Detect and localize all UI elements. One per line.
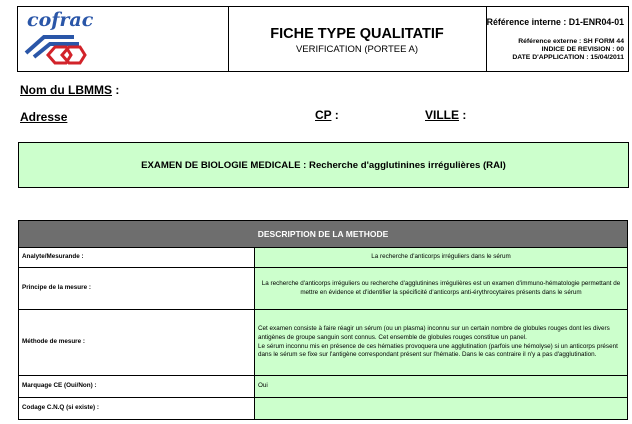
ville-label: VILLE xyxy=(425,108,460,122)
table-header-row xyxy=(19,221,628,248)
cp-line xyxy=(315,108,339,122)
logo-cell xyxy=(18,7,229,71)
reference-cell xyxy=(486,7,628,71)
document-subtitle: VERIFICATION (PORTEE A) xyxy=(295,44,419,55)
table-row xyxy=(19,376,628,398)
method-paragraph: Cet examen consiste à faire réagir un sérum (ou un plasma) inconnu sur un certain nombre de globules rouges dont les divers antigènes de groupe sanguin sont connus. Cet ensemble de globules rouges constitue un panel. xyxy=(258,325,610,341)
row-label: Analyte/Mesurande : xyxy=(19,248,255,268)
exam-box xyxy=(18,142,629,188)
cp-label: CP xyxy=(315,108,332,122)
exam-title: EXAMEN DE BIOLOGIE MEDICALE : Recherche d'agglutinines irrégulières (RAI) xyxy=(141,159,506,171)
row-value: La recherche d'anticorps irréguliers dans le sérum xyxy=(255,248,628,268)
row-label: Méthode de mesure : xyxy=(19,310,255,376)
adresse-line xyxy=(20,108,67,126)
adresse-label: Adresse xyxy=(20,110,68,124)
nom-lbmms-line xyxy=(20,83,119,97)
row-value xyxy=(255,310,628,376)
row-value: Oui xyxy=(255,376,628,398)
ville-colon: : xyxy=(459,108,467,122)
cofrac-logo-text: cofrac xyxy=(27,9,94,31)
reference-externe: Référence externe : SH FORM 44 xyxy=(518,38,624,45)
row-label: Codage C.N.Q (si existe) : xyxy=(19,398,255,420)
ville-line xyxy=(425,108,466,122)
table-row xyxy=(19,310,628,376)
nom-lbmms-label: Nom du LBMMS xyxy=(20,83,112,97)
date-application: DATE D'APPLICATION : 15/04/2011 xyxy=(512,54,624,61)
table-row xyxy=(19,398,628,420)
reference-interne: Référence interne : D1-ENR04-01 xyxy=(486,17,624,27)
document-title: FICHE TYPE QUALITATIF xyxy=(270,26,444,42)
method-table xyxy=(18,220,628,420)
table-row xyxy=(19,248,628,268)
nom-lbmms-colon: : xyxy=(112,83,120,97)
row-value: La recherche d'anticorps irréguliers ou recherche d'agglutinines irrégulières est un examen d'immuno-hématologie permettant de mettre en évidence et d'identifier la spécificité d'anticorps anti-érythrocytaires présents dans le sérum xyxy=(255,268,628,310)
table-row xyxy=(19,268,628,310)
cofrac-logo-icon xyxy=(24,33,88,67)
row-value xyxy=(255,398,628,420)
document-header xyxy=(17,6,629,72)
title-cell xyxy=(228,7,487,71)
method-paragraph: Le sérum inconnu mis en présence de ces hématies provoquera une agglutination (parfois une hémolyse) si un anticorps présent dans le sérum se fixe sur l'antigène correspondant présent sur l'hématie. Dans le cas contraire il n'y a pas d'agglutination. xyxy=(258,342,618,359)
table-header: DESCRIPTION DE LA METHODE xyxy=(19,221,628,248)
cp-colon: : xyxy=(331,108,339,122)
indice-revision: INDICE DE REVISION : 00 xyxy=(541,46,624,53)
row-label: Marquage CE (Oui/Non) : xyxy=(19,376,255,398)
row-label: Principe de la mesure : xyxy=(19,268,255,310)
